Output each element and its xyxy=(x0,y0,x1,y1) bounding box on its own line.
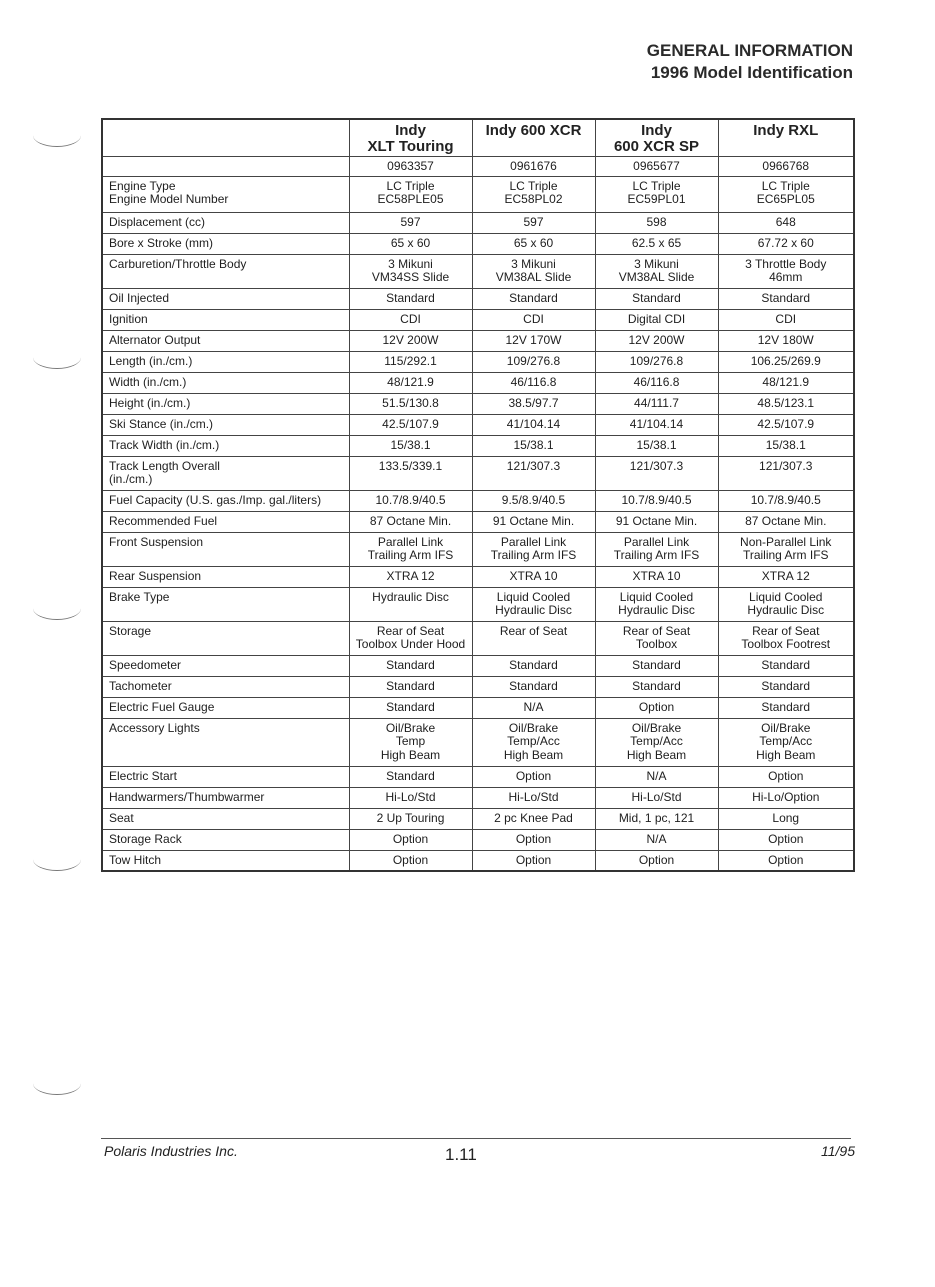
spec-value-cell: 51.5/130.8 xyxy=(349,393,472,414)
table-row xyxy=(102,511,854,532)
header-subtitle: 1996 Model Identification xyxy=(650,63,853,82)
table-row xyxy=(102,176,854,212)
spec-value-cell: N/A xyxy=(472,697,595,718)
spec-value-cell: CDI xyxy=(472,309,595,330)
table-row xyxy=(102,156,854,176)
header-title: GENERAL INFORMATION xyxy=(646,41,853,60)
column-header: Indy RXL xyxy=(718,119,854,156)
row-label: Rear Suspension xyxy=(102,566,349,587)
spec-value-cell: Oil/Brake Temp/Acc High Beam xyxy=(718,718,854,766)
spec-value-cell: 3 Mikuni VM38AL Slide xyxy=(472,254,595,288)
spec-value-cell: 109/276.8 xyxy=(472,351,595,372)
table-row xyxy=(102,372,854,393)
spec-value-cell: Standard xyxy=(595,655,718,676)
spec-value-cell: Hi-Lo/Option xyxy=(718,787,854,808)
binder-hole-mark xyxy=(33,848,81,871)
spec-value-cell: Parallel Link Trailing Arm IFS xyxy=(349,532,472,566)
spec-value-cell: 648 xyxy=(718,212,854,233)
spec-value-cell: 91 Octane Min. xyxy=(472,511,595,532)
spec-value-cell: Standard xyxy=(718,288,854,309)
table-row xyxy=(102,330,854,351)
spec-value-cell: Standard xyxy=(718,655,854,676)
row-label: Ignition xyxy=(102,309,349,330)
spec-value-cell: Standard xyxy=(718,697,854,718)
spec-value-cell: Rear of Seat Toolbox xyxy=(595,621,718,655)
row-label: Oil Injected xyxy=(102,288,349,309)
table-row xyxy=(102,566,854,587)
spec-value-cell: 3 Throttle Body 46mm xyxy=(718,254,854,288)
row-label: Track Length Overall (in./cm.) xyxy=(102,456,349,490)
row-label: Accessory Lights xyxy=(102,718,349,766)
spec-value-cell: Option xyxy=(595,850,718,871)
spec-value-cell: XTRA 12 xyxy=(349,566,472,587)
table-row xyxy=(102,351,854,372)
spec-value-cell: Standard xyxy=(472,288,595,309)
spec-value-cell: 2 Up Touring xyxy=(349,808,472,829)
spec-value-cell: 0961676 xyxy=(472,156,595,176)
spec-value-cell: N/A xyxy=(595,829,718,850)
spec-value-cell: LC Triple EC58PLE05 xyxy=(349,176,472,212)
spec-value-cell: Option xyxy=(718,766,854,787)
row-label: Tachometer xyxy=(102,676,349,697)
spec-value-cell: 15/38.1 xyxy=(472,435,595,456)
binder-hole-mark xyxy=(33,346,81,369)
row-label: Electric Start xyxy=(102,766,349,787)
spec-value-cell: 65 x 60 xyxy=(349,233,472,254)
table-row xyxy=(102,850,854,871)
spec-value-cell: Parallel Link Trailing Arm IFS xyxy=(595,532,718,566)
spec-value-cell: LC Triple EC59PL01 xyxy=(595,176,718,212)
spec-value-cell: 597 xyxy=(472,212,595,233)
row-label: Speedometer xyxy=(102,655,349,676)
spec-value-cell: 9.5/8.9/40.5 xyxy=(472,490,595,511)
table-row xyxy=(102,490,854,511)
spec-value-cell: 3 Mikuni VM38AL Slide xyxy=(595,254,718,288)
spec-value-cell: Option xyxy=(349,850,472,871)
row-label: Storage xyxy=(102,621,349,655)
spec-value-cell: N/A xyxy=(595,766,718,787)
spec-value-cell: Hi-Lo/Std xyxy=(349,787,472,808)
spec-value-cell: CDI xyxy=(349,309,472,330)
spec-value-cell: Standard xyxy=(349,766,472,787)
row-label: Handwarmers/Thumbwarmer xyxy=(102,787,349,808)
spec-value-cell: Standard xyxy=(472,655,595,676)
row-label: Displacement (cc) xyxy=(102,212,349,233)
spec-value-cell: Standard xyxy=(349,697,472,718)
spec-value-cell: Rear of Seat Toolbox Under Hood xyxy=(349,621,472,655)
spec-value-cell: 10.7/8.9/40.5 xyxy=(718,490,854,511)
table-body xyxy=(102,156,854,871)
row-label xyxy=(102,156,349,176)
spec-value-cell: Standard xyxy=(472,676,595,697)
spec-value-cell: Option xyxy=(472,850,595,871)
table-row xyxy=(102,288,854,309)
footer-rule xyxy=(101,1138,851,1139)
model-spec-table xyxy=(101,118,855,872)
spec-value-cell: Hi-Lo/Std xyxy=(595,787,718,808)
table-row xyxy=(102,676,854,697)
spec-value-cell: 597 xyxy=(349,212,472,233)
row-label: Length (in./cm.) xyxy=(102,351,349,372)
table-row xyxy=(102,587,854,621)
spec-value-cell: 133.5/339.1 xyxy=(349,456,472,490)
table-row xyxy=(102,808,854,829)
spec-value-cell: Hi-Lo/Std xyxy=(472,787,595,808)
table-header-row xyxy=(102,119,854,156)
spec-value-cell: LC Triple EC65PL05 xyxy=(718,176,854,212)
row-label: Storage Rack xyxy=(102,829,349,850)
spec-value-cell: Option xyxy=(595,697,718,718)
spec-value-cell: Standard xyxy=(349,655,472,676)
spec-value-cell: 10.7/8.9/40.5 xyxy=(349,490,472,511)
spec-value-cell: 44/111.7 xyxy=(595,393,718,414)
spec-value-cell: 0965677 xyxy=(595,156,718,176)
row-label: Front Suspension xyxy=(102,532,349,566)
spec-value-cell: 12V 170W xyxy=(472,330,595,351)
row-label: Track Width (in./cm.) xyxy=(102,435,349,456)
spec-value-cell: 42.5/107.9 xyxy=(718,414,854,435)
spec-value-cell: 48/121.9 xyxy=(718,372,854,393)
spec-value-cell: 38.5/97.7 xyxy=(472,393,595,414)
spec-value-cell: 12V 200W xyxy=(595,330,718,351)
spec-value-cell: XTRA 12 xyxy=(718,566,854,587)
spec-value-cell: 15/38.1 xyxy=(718,435,854,456)
spec-value-cell: Rear of Seat xyxy=(472,621,595,655)
spec-value-cell: 2 pc Knee Pad xyxy=(472,808,595,829)
table-row xyxy=(102,766,854,787)
spec-value-cell: Parallel Link Trailing Arm IFS xyxy=(472,532,595,566)
binder-hole-mark xyxy=(33,1072,81,1095)
spec-value-cell: 12V 180W xyxy=(718,330,854,351)
spec-value-cell: 121/307.3 xyxy=(718,456,854,490)
spec-value-cell: 10.7/8.9/40.5 xyxy=(595,490,718,511)
spec-value-cell: 0966768 xyxy=(718,156,854,176)
spec-value-cell: 109/276.8 xyxy=(595,351,718,372)
row-label: Recommended Fuel xyxy=(102,511,349,532)
spec-value-cell: Option xyxy=(718,850,854,871)
spec-value-cell: Oil/Brake Temp/Acc High Beam xyxy=(595,718,718,766)
table-row xyxy=(102,254,854,288)
spec-value-cell: LC Triple EC58PL02 xyxy=(472,176,595,212)
row-label: Engine Type Engine Model Number xyxy=(102,176,349,212)
spec-value-cell: 65 x 60 xyxy=(472,233,595,254)
spec-value-cell: 41/104.14 xyxy=(472,414,595,435)
spec-value-cell: 42.5/107.9 xyxy=(349,414,472,435)
binder-hole-mark xyxy=(33,124,81,147)
spec-value-cell: 41/104.14 xyxy=(595,414,718,435)
footer-company: Polaris Industries Inc. xyxy=(104,1143,238,1159)
table-row xyxy=(102,212,854,233)
spec-value-cell: Standard xyxy=(595,676,718,697)
spec-value-cell: 598 xyxy=(595,212,718,233)
row-label: Alternator Output xyxy=(102,330,349,351)
spec-value-cell: 48.5/123.1 xyxy=(718,393,854,414)
spec-value-cell: 0963357 xyxy=(349,156,472,176)
spec-value-cell: 121/307.3 xyxy=(595,456,718,490)
row-label: Width (in./cm.) xyxy=(102,372,349,393)
table-row xyxy=(102,532,854,566)
footer-date: 11/95 xyxy=(821,1143,855,1159)
spec-value-cell: 48/121.9 xyxy=(349,372,472,393)
spec-value-cell: 62.5 x 65 xyxy=(595,233,718,254)
row-label: Bore x Stroke (mm) xyxy=(102,233,349,254)
spec-value-cell: Liquid Cooled Hydraulic Disc xyxy=(472,587,595,621)
spec-value-cell: Digital CDI xyxy=(595,309,718,330)
spec-value-cell: Rear of Seat Toolbox Footrest xyxy=(718,621,854,655)
column-header: Indy 600 XCR xyxy=(472,119,595,156)
spec-value-cell: Non-Parallel Link Trailing Arm IFS xyxy=(718,532,854,566)
table-row xyxy=(102,829,854,850)
table-row xyxy=(102,456,854,490)
row-label: Brake Type xyxy=(102,587,349,621)
spec-value-cell: Standard xyxy=(349,676,472,697)
row-label: Ski Stance (in./cm.) xyxy=(102,414,349,435)
spec-value-cell: Long xyxy=(718,808,854,829)
spec-value-cell: 121/307.3 xyxy=(472,456,595,490)
spec-value-cell: 91 Octane Min. xyxy=(595,511,718,532)
table-row xyxy=(102,697,854,718)
table-row xyxy=(102,655,854,676)
spec-value-cell: Liquid Cooled Hydraulic Disc xyxy=(595,587,718,621)
spec-value-cell: 46/116.8 xyxy=(595,372,718,393)
spec-value-cell: 15/38.1 xyxy=(595,435,718,456)
spec-value-cell: 115/292.1 xyxy=(349,351,472,372)
spec-value-cell: 87 Octane Min. xyxy=(349,511,472,532)
spec-value-cell: Hydraulic Disc xyxy=(349,587,472,621)
spec-value-cell: 15/38.1 xyxy=(349,435,472,456)
spec-value-cell: 67.72 x 60 xyxy=(718,233,854,254)
row-label: Electric Fuel Gauge xyxy=(102,697,349,718)
spec-value-cell: Oil/Brake Temp/Acc High Beam xyxy=(472,718,595,766)
spec-value-cell: Option xyxy=(472,829,595,850)
table-corner-cell xyxy=(102,119,349,156)
table-row xyxy=(102,435,854,456)
binder-hole-mark xyxy=(33,597,81,620)
spec-value-cell: Mid, 1 pc, 121 xyxy=(595,808,718,829)
spec-value-cell: Standard xyxy=(595,288,718,309)
spec-value-cell: Standard xyxy=(349,288,472,309)
spec-value-cell: 46/116.8 xyxy=(472,372,595,393)
table-row xyxy=(102,718,854,766)
spec-value-cell: XTRA 10 xyxy=(472,566,595,587)
table-row xyxy=(102,787,854,808)
table-row xyxy=(102,309,854,330)
spec-value-cell: 12V 200W xyxy=(349,330,472,351)
row-label: Height (in./cm.) xyxy=(102,393,349,414)
table-row xyxy=(102,621,854,655)
column-header: Indy XLT Touring xyxy=(349,119,472,156)
row-label: Carburetion/Throttle Body xyxy=(102,254,349,288)
page-header xyxy=(647,40,853,84)
spec-value-cell: 106.25/269.9 xyxy=(718,351,854,372)
spec-value-cell: 3 Mikuni VM34SS Slide xyxy=(349,254,472,288)
footer-page-number: 1.11 xyxy=(445,1145,477,1164)
spec-value-cell: 87 Octane Min. xyxy=(718,511,854,532)
spec-value-cell: XTRA 10 xyxy=(595,566,718,587)
row-label: Fuel Capacity (U.S. gas./Imp. gal./liters) xyxy=(102,490,349,511)
spec-value-cell: Option xyxy=(718,829,854,850)
table-row xyxy=(102,414,854,435)
table-row xyxy=(102,233,854,254)
row-label: Seat xyxy=(102,808,349,829)
row-label: Tow Hitch xyxy=(102,850,349,871)
spec-value-cell: Option xyxy=(349,829,472,850)
spec-value-cell: Option xyxy=(472,766,595,787)
column-header: Indy 600 XCR SP xyxy=(595,119,718,156)
spec-value-cell: Oil/Brake Temp High Beam xyxy=(349,718,472,766)
spec-value-cell: Liquid Cooled Hydraulic Disc xyxy=(718,587,854,621)
table-row xyxy=(102,393,854,414)
spec-value-cell: CDI xyxy=(718,309,854,330)
spec-value-cell: Standard xyxy=(718,676,854,697)
